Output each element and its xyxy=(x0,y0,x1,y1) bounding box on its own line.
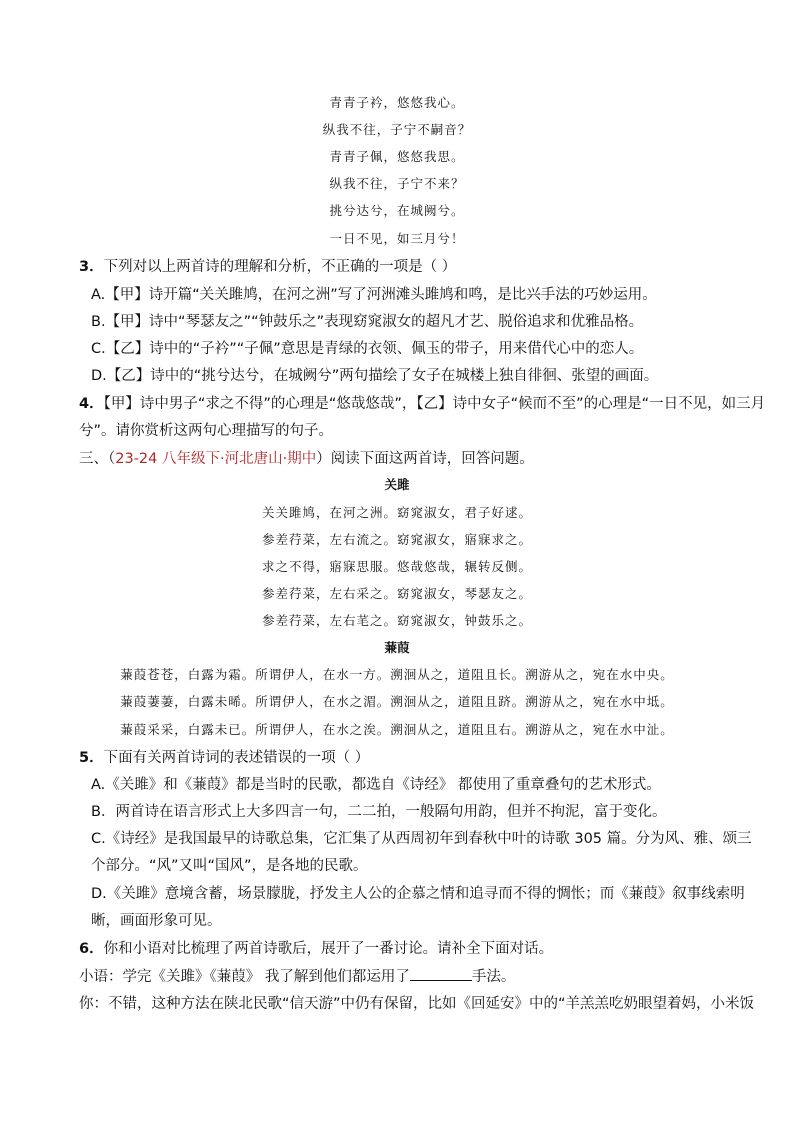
option-d-continued: 晰，画面形象可见。 xyxy=(91,913,222,929)
section-heading xyxy=(79,449,534,469)
answer-blank[interactable] xyxy=(410,966,472,981)
question-4 xyxy=(79,394,765,414)
poem-title: 关雎 xyxy=(384,477,410,492)
poem-line: 挑兮达兮，在城阙兮。 xyxy=(329,203,465,218)
option-b: B.【甲】诗中“琴瑟友之”“钟鼓乐之”表现窈窕淑女的超凡才艺、脱俗追求和优雅品格。 xyxy=(91,314,644,330)
question-number: 4． xyxy=(79,396,104,412)
question-text: 下面有关两首诗词的表述错误的一项（ ） xyxy=(103,750,370,766)
poem-line: 参差荇菜，左右采之。窈窕淑女，琴瑟友之。 xyxy=(261,586,532,601)
poem-line: 一日不见，如三月兮！ xyxy=(329,231,465,246)
poem-line: 青青子佩，悠悠我思。 xyxy=(329,149,465,164)
option-c: C.《诗经》是我国最早的诗歌总集，它汇集了从西周初年到春秋中叶的诗歌 305 篇。分为风、雅、颂三 xyxy=(91,831,752,847)
dialogue-you: 你：不错，这种方法在陕北民歌“信天游”中仍有保留，比如《回延安》中的“羊羔羔吃奶眼望着妈，小米饭 xyxy=(79,996,755,1012)
poem-line: 纵我不往，子宁不来？ xyxy=(329,176,465,191)
poem-line: 参差荇菜，左右芼之。窈窕淑女，钟鼓乐之。 xyxy=(261,613,532,628)
poem-line: 求之不得，寤寐思服。悠哉悠哉，辗转反侧。 xyxy=(261,559,532,574)
question-number: 5． xyxy=(79,750,104,766)
question-3 xyxy=(79,257,456,277)
poem-line: 纵我不往，子宁不嗣音？ xyxy=(322,122,472,137)
option-b: B．两首诗在语言形式上大多四言一句，二二拍，一般隔句用韵，但并不拘泥，富于变化。 xyxy=(91,804,667,820)
question-text: 【甲】诗中男子“求之不得”的心理是“悠哉悠哉”，【乙】诗中女子“候而不至”的心理是“一日不见，如三月 xyxy=(103,396,766,412)
option-a: A.《关雎》和《蒹葭》都是当时的民歌，都选自《诗经》 都使用了重章叠句的艺术形式。 xyxy=(91,777,661,793)
option-c: C.【乙】诗中的“子衿”“子佩”意思是青绿的衣领、佩玉的带子，用来借代心中的恋人。 xyxy=(91,341,644,357)
option-a: A.【甲】诗开篇“关关雎鸠，在河之洲”写了河洲滩头雎鸠和鸣，是比兴手法的巧妙运用。 xyxy=(91,287,657,303)
section-prefix: 三、（ xyxy=(79,451,116,467)
poem-title: 蒹葭 xyxy=(384,640,410,655)
poem-line: 蒹葭采采，白露未已。所谓伊人，在水之涘。溯洄从之，道阻且右。溯游从之，宛在水中沚。 xyxy=(120,722,674,737)
dialogue-text: 手法。 xyxy=(471,969,516,985)
question-6 xyxy=(79,939,553,959)
question-4-continued: 兮”。请你赏析这两句心理描写的句子。 xyxy=(79,423,334,439)
poem-line: 青青子衿，悠悠我心。 xyxy=(329,95,465,110)
section-suffix: ）阅读下面这两首诗，回答问题。 xyxy=(316,451,534,467)
question-number: 3． xyxy=(79,259,104,275)
poem-line: 蒹葭萋萋，白露未晞。所谓伊人，在水之湄。溯洄从之，道阻且跻。溯游从之，宛在水中坻。 xyxy=(120,694,674,709)
option-d: D.【乙】诗中的“挑兮达兮，在城阙兮”两句描绘了女子在城楼上独自徘徊、张望的画面。 xyxy=(91,368,659,384)
dialogue-text: 小语：学完《关雎》《蒹葭》 我了解到他们都运用了 xyxy=(79,969,410,985)
question-text: 下列对以上两首诗的理解和分析，不正确的一项是（ ） xyxy=(103,259,457,275)
poem-line: 参差荇菜，左右流之。窈窕淑女，寤寐求之。 xyxy=(261,532,532,547)
question-number: 6． xyxy=(79,941,104,957)
question-5 xyxy=(79,748,369,768)
option-d: D.《关雎》意境含蓄，场景朦胧，抒发主人公的企慕之情和追寻而不得的惆怅；而《蒹葭》叙事线索明 xyxy=(91,886,745,902)
poem-line: 蒹葭苍苍，白露为霜。所谓伊人，在水一方。溯洄从之，道阻且长。溯游从之，宛在水中央。 xyxy=(120,667,674,682)
poem-line: 关关雎鸠，在河之洲。窈窕淑女，君子好逑。 xyxy=(261,505,532,520)
dialogue-xiaoyu xyxy=(79,966,515,987)
source-tag: 23-24 八年级下·河北唐山·期中 xyxy=(115,451,317,467)
option-c-continued: 个部分。“风”又叫“国风”，是各地的民歌。 xyxy=(91,858,368,874)
question-text: 你和小语对比梳理了两首诗歌后，展开了一番讨论。请补全下面对话。 xyxy=(103,941,554,957)
